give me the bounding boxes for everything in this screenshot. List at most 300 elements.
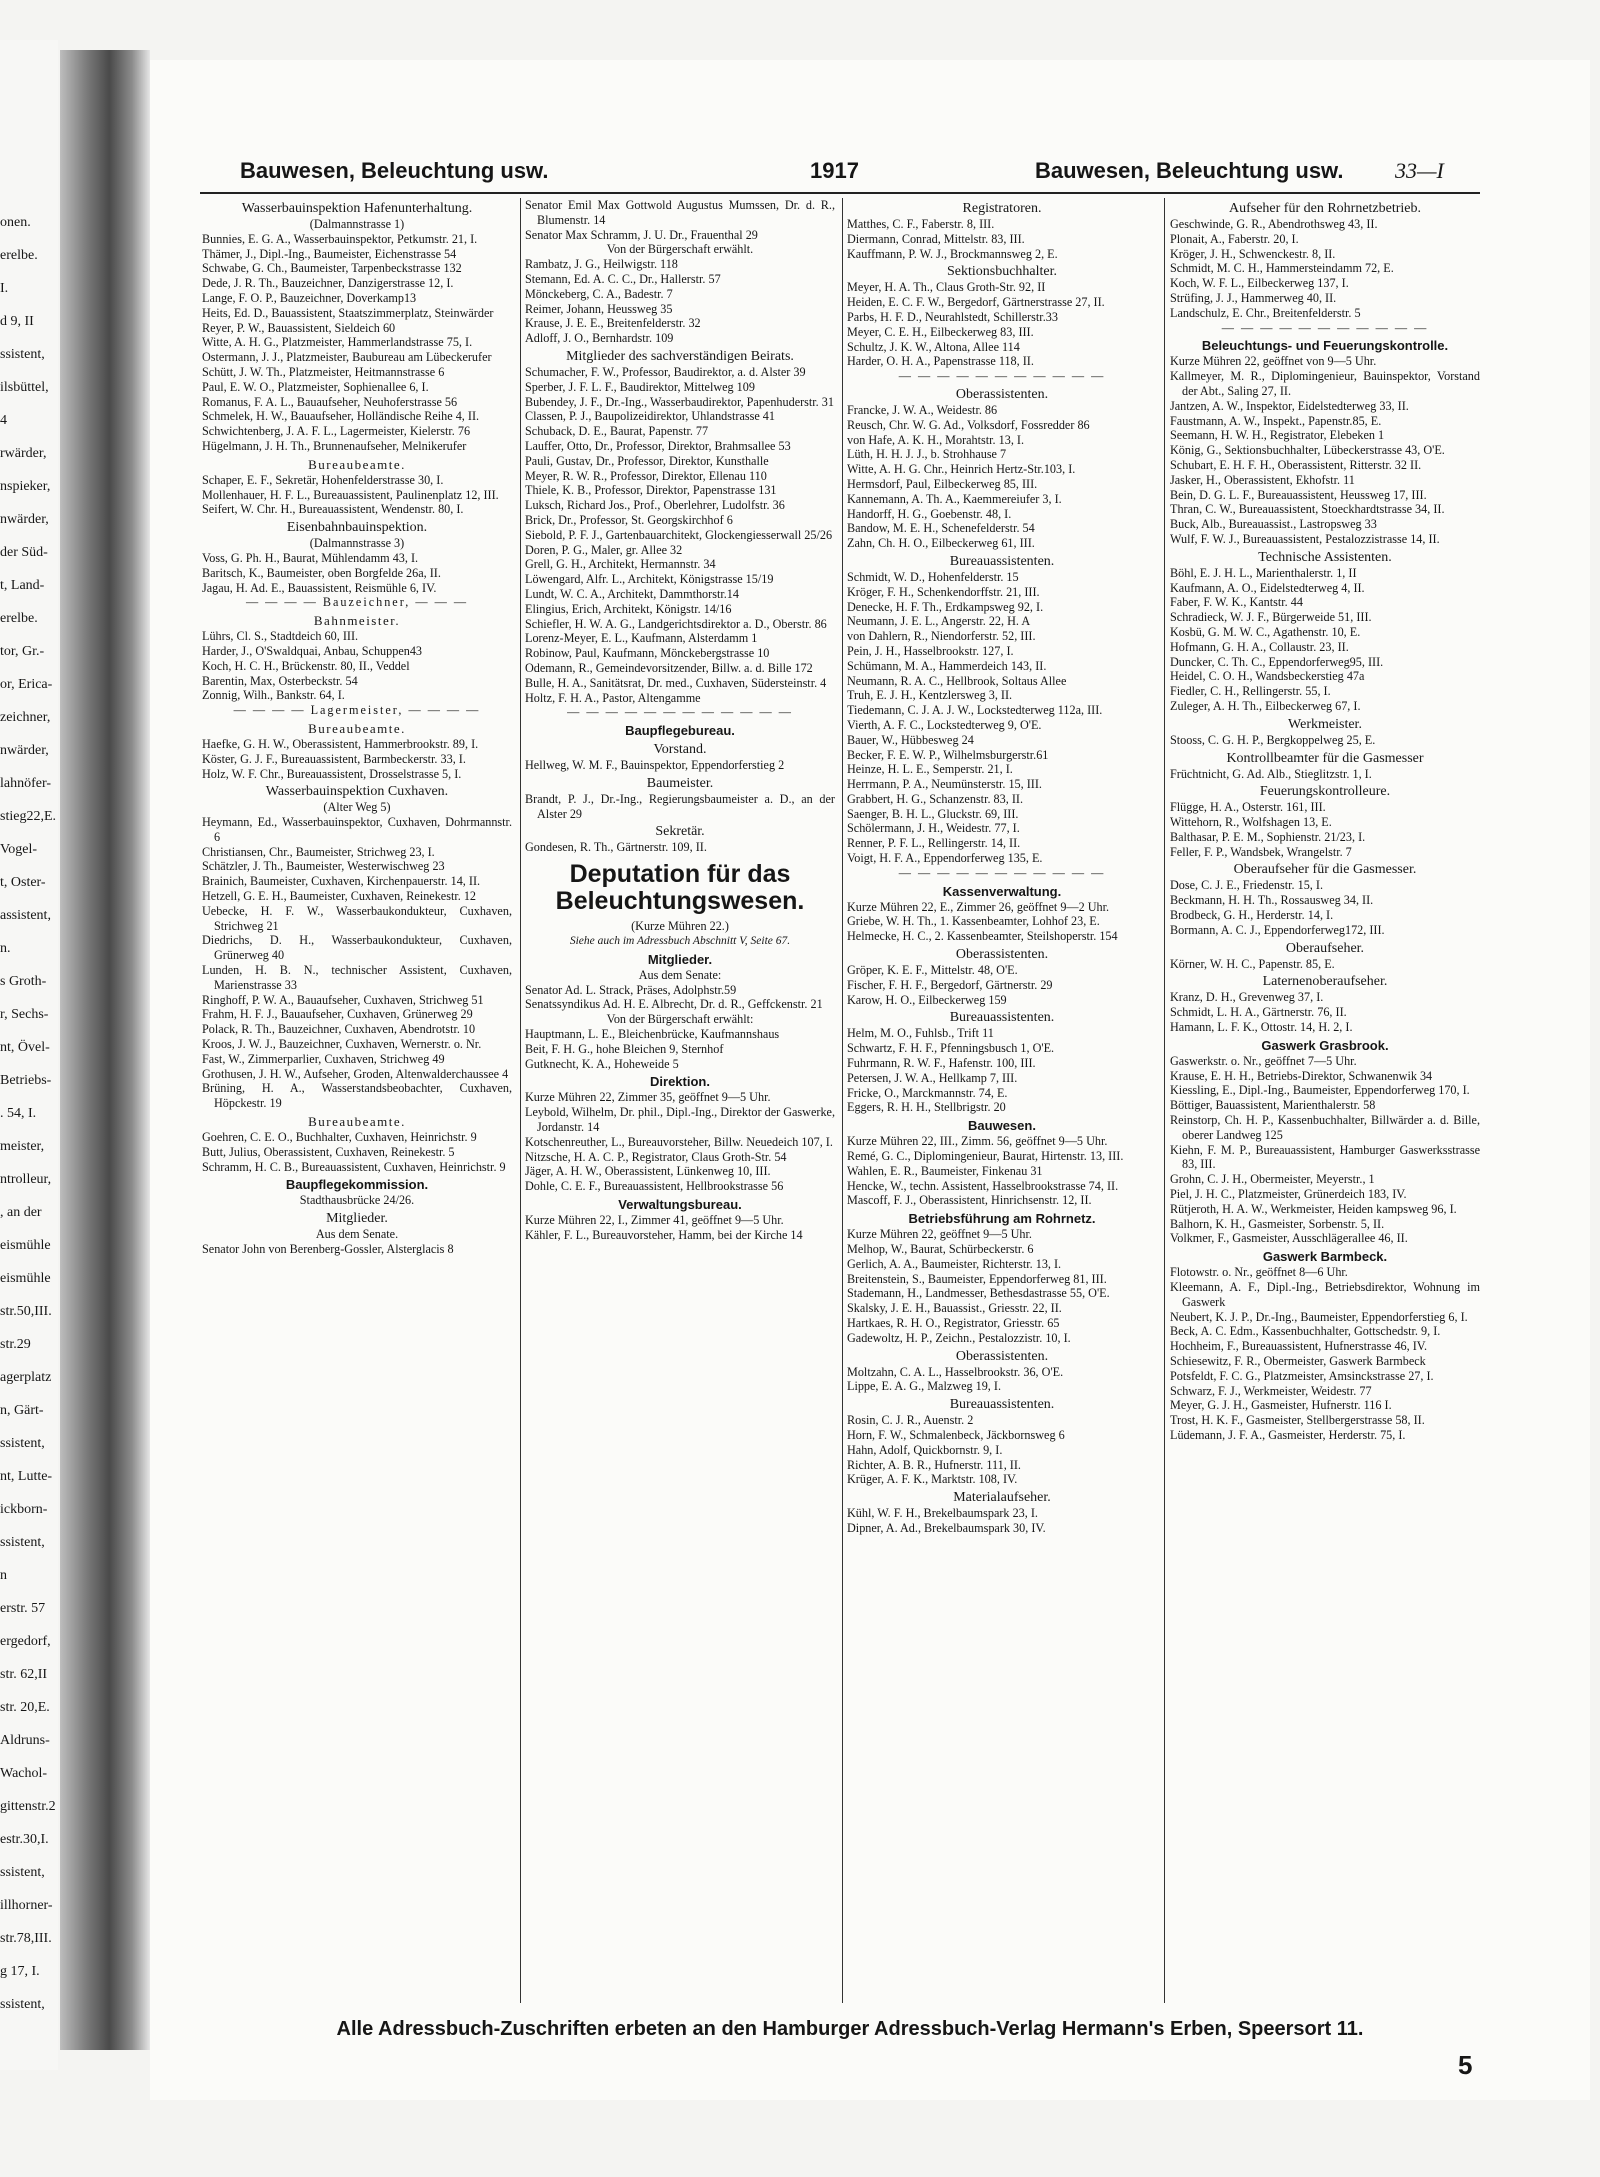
directory-entry: Gondesen, R. Th., Gärtnerstr. 109, II. bbox=[525, 840, 707, 855]
directory-entry: Meyer, C. E. H., Eilbeckerweg 83, III. bbox=[847, 324, 1034, 339]
directory-entry: Elingius, Erich, Architekt, Königstr. 14/16 bbox=[525, 601, 732, 616]
directory-entry: Meyer, G. J. H., Gasmeister, Hufnerstr. 116 I. bbox=[1170, 1398, 1392, 1413]
directory-entry: Kröger, J. H., Schwenckestr. 8, II. bbox=[1170, 246, 1336, 261]
section-heading: Mitglieder. bbox=[326, 1211, 388, 1227]
section-heading: Kontrollbeamter für die Gasmesser bbox=[1226, 750, 1424, 766]
directory-entry: Geschwinde, G. R., Abendrothsweg 43, II. bbox=[1170, 217, 1378, 231]
column-divider bbox=[520, 198, 521, 2003]
footer-notice: Alle Adressbuch-Zuschriften erbeten an den Hamburger Adressbuch-Verlag Hermann's Erben, Speersort 11. bbox=[336, 2018, 1364, 2040]
directory-entry: Bubendey, J. F., Dr.-Ing., Wasserbaudirektor, Papenhuderstr. 31 bbox=[525, 394, 834, 409]
section-heading: Technische Assistenten. bbox=[1258, 549, 1392, 565]
directory-entry: Harder, J., O'Swaldquai, Anbau, Schuppen43 bbox=[202, 643, 423, 658]
directory-entry: Kiehn, F. M. P., Bureauassistent, Hamburger Gaswerksstrasse 83, III. bbox=[1170, 1142, 1480, 1172]
directory-entry: Volkmer, F., Gasmeister, Ausschlägerallee 46, II. bbox=[1170, 1231, 1408, 1246]
directory-entry: Jagau, H. Ad. E., Bauassistent, Reismühle 6, IV. bbox=[202, 580, 437, 595]
directory-entry: Dohle, C. E. F., Bureauassistent, Hellbrookstrasse 56 bbox=[525, 1179, 784, 1194]
directory-entry: Schramm, H. C. B., Bureauassistent, Cuxhaven, Heinrichstr. 9 bbox=[202, 1159, 506, 1174]
directory-entry: Brodbeck, G. H., Herderstr. 14, I. bbox=[1170, 908, 1334, 923]
dash-separator: — — — — — — — — — — — bbox=[898, 369, 1106, 384]
margin-fragment: lahnöfer- bbox=[0, 776, 52, 791]
directory-entry: Neubert, K. J. P., Dr.-Ing., Baumeister, Eppendorferstieg 6, I. bbox=[1170, 1309, 1468, 1324]
directory-entry: Diermann, Conrad, Mittelstr. 83, III. bbox=[847, 231, 1025, 246]
directory-entry: Handorff, H. G., Goebenstr. 48, I. bbox=[847, 506, 1012, 521]
directory-entry: Gutknecht, K. A., Hoheweide 5 bbox=[525, 1056, 679, 1071]
directory-entry: Potsfeldt, F. C. G., Platzmeister, Amsinckstrasse 27, I. bbox=[1170, 1368, 1434, 1383]
directory-entry: Stemann, Ed. A. C. C., Dr., Hallerstr. 57 bbox=[525, 271, 721, 286]
margin-fragment: eismühle bbox=[0, 1271, 51, 1286]
directory-entry: Schütt, J. W. Th., Platzmeister, Heitmannstrasse 6 bbox=[202, 364, 445, 379]
directory-entry: Senatssyndikus Ad. H. E. Albrecht, Dr. d. R., Geffckenstr. 21 bbox=[525, 997, 823, 1012]
centered-note: (Dalmannstrasse 1) bbox=[309, 217, 405, 231]
directory-entry: Fuhrmann, R. W. F., Hafenstr. 100, III. bbox=[847, 1056, 1036, 1071]
directory-entry: Vierth, A. F. C., Lockstedterweg 9, O'E. bbox=[847, 717, 1042, 732]
section-heading: Laternenoberaufseher. bbox=[1262, 974, 1388, 990]
directory-entry: Kleemann, A. F., Dipl.-Ing., Betriebsdirektor, Wohnung im Gaswerk bbox=[1170, 1280, 1480, 1309]
directory-entry: Gadewoltz, H. P., Zeichn., Pestalozzistr. 10, I. bbox=[847, 1330, 1071, 1345]
directory-entry: Holtz, F. H. A., Pastor, Altengamme bbox=[525, 690, 701, 705]
directory-entry: Schaper, E. F., Sekretär, Hohenfelderstrasse 30, I. bbox=[202, 472, 444, 487]
dash-separator: — — — — Lagermeister, — — — — bbox=[233, 703, 481, 718]
directory-entry: Kiessling, E., Dipl.-Ing., Baumeister, Eppendorferweg 170, I. bbox=[1170, 1083, 1470, 1098]
left-page-margin bbox=[0, 40, 58, 2070]
directory-entry: Senator Ad. L. Strack, Präses, Adolphstr.59 bbox=[525, 982, 737, 997]
column-3 bbox=[847, 198, 1157, 2008]
margin-fragment: estr.30,I. bbox=[0, 1832, 49, 1847]
directory-entry: Kallmeyer, M. R., Diplomingenieur, Bauinspektor, Vorstand der Abt., Saling 27, II. bbox=[1170, 369, 1480, 398]
directory-entry: Kühl, W. F. H., Brekelbaumspark 23, I. bbox=[847, 1506, 1038, 1521]
directory-entry: Lorenz-Meyer, E. L., Kaufmann, Alsterdamm 1 bbox=[525, 631, 758, 646]
centered-note: (Dalmannstrasse 3) bbox=[309, 536, 405, 551]
directory-entry: Kannemann, A. Th. A., Kaemmereiufer 3, I. bbox=[847, 491, 1062, 506]
section-heading: Baupflegekommission. bbox=[285, 1177, 429, 1193]
header-rule bbox=[200, 192, 1480, 194]
margin-fragment: Wachol- bbox=[0, 1766, 48, 1781]
margin-fragment: ergedorf, bbox=[0, 1634, 51, 1649]
directory-entry: Mönckeberg, C. A., Badestr. 7 bbox=[525, 286, 673, 301]
directory-entry: Buck, Alb., Bureauassist., Lastropsweg 33 bbox=[1170, 517, 1377, 532]
directory-entry: Pein, J. H., Hasselbrookstr. 127, I. bbox=[847, 643, 1014, 658]
directory-entry: Thiele, K. B., Professor, Direktor, Papenstrasse 131 bbox=[525, 483, 777, 498]
directory-entry: Heymann, Ed., Wasserbauinspektor, Cuxhaven, Dohrmannstr. 6 bbox=[202, 815, 512, 844]
directory-entry: Schiefler, H. W. A. G., Landgerichtsdirektor a. D., Oberstr. 86 bbox=[525, 616, 827, 631]
directory-entry: Schwichtenberg, J. A. F. L., Lagermeister, Kielerstr. 76 bbox=[202, 424, 471, 439]
directory-entry: Hamann, L. F. K., Ottostr. 14, H. 2, I. bbox=[1170, 1020, 1353, 1035]
directory-entry: Beit, F. H. G., hohe Bleichen 9, Sternhof bbox=[525, 1041, 724, 1056]
directory-entry: Heiden, E. C. F. W., Bergedorf, Gärtnerstrasse 27, II. bbox=[847, 295, 1105, 310]
directory-entry: Jasker, H., Oberassistent, Ekhofstr. 11 bbox=[1170, 472, 1355, 487]
margin-fragment: . 54, I. bbox=[0, 1106, 37, 1121]
directory-entry: Baritsch, K., Baumeister, oben Borgfelde 26a, II. bbox=[202, 565, 441, 580]
directory-entry: Balthasar, P. E. M., Sophienstr. 21/23, I. bbox=[1170, 829, 1366, 844]
section-heading: Bauwesen. bbox=[968, 1118, 1036, 1134]
section-heading: Gaswerk Grasbrook. bbox=[1261, 1037, 1389, 1053]
column-1 bbox=[202, 198, 512, 2008]
margin-fragment: n, Gärt- bbox=[0, 1403, 44, 1418]
directory-entry: Rosin, C. J. R., Auenstr. 2 bbox=[847, 1413, 974, 1428]
directory-entry: Böhl, E. J. H. L., Marienthalerstr. 1, II bbox=[1170, 565, 1357, 580]
directory-entry: Romanus, F. A. L., Bauaufseher, Neuhoferstrasse 56 bbox=[202, 394, 458, 409]
directory-entry: Stademann, H., Landmesser, Bethesdastrasse 55, O'E. bbox=[847, 1286, 1110, 1301]
directory-entry: Krause, J. E. E., Breitenfelderstr. 32 bbox=[525, 316, 701, 331]
margin-fragment: ilsbüttel, bbox=[0, 380, 49, 395]
section-heading: Verwaltungsbureau. bbox=[618, 1197, 742, 1213]
directory-entry: Brainich, Baumeister, Cuxhaven, Kirchenpauerstr. 14, II. bbox=[202, 874, 481, 889]
margin-fragment: gittenstr.2 bbox=[0, 1799, 56, 1814]
directory-entry: Schmidt, M. C. H., Hammersteindamm 72, E. bbox=[1170, 261, 1394, 276]
margin-fragment: ntrolleur, bbox=[0, 1172, 52, 1187]
directory-entry: Doren, P. G., Maler, gr. Allee 32 bbox=[525, 542, 683, 557]
margin-fragment: or, Erica- bbox=[0, 677, 53, 692]
section-heading: Vorstand. bbox=[653, 742, 707, 758]
directory-entry: Lundt, W. C. A., Architekt, Dammthorstr.14 bbox=[525, 586, 739, 601]
directory-entry: Remé, G. C., Diplomingenieur, Baurat, Hirtenstr. 13, III. bbox=[847, 1149, 1124, 1164]
directory-entry: Diedrichs, D. H., Wasserbaukondukteur, Cuxhaven, Grünerweg 40 bbox=[202, 933, 512, 963]
directory-entry: Seifert, W. Chr. H., Bureauassistent, Wendenstr. 80, I. bbox=[202, 502, 464, 517]
directory-entry: Saenger, B. H. L., Gluckstr. 69, III. bbox=[847, 806, 1019, 821]
directory-entry: Reinstorp, Ch. H. P., Kassenbuchhalter, Billwärder a. d. Bille, oberer Landweg 125 bbox=[1170, 1113, 1480, 1142]
directory-entry: Böttiger, Bauassistent, Marienthalerstr. 58 bbox=[1170, 1098, 1376, 1113]
directory-entry: Rütjeroth, H. A. W., Werkmeister, Heiden kampsweg 96, I. bbox=[1170, 1201, 1457, 1216]
margin-fragment: agerplatz bbox=[0, 1370, 52, 1385]
section-heading: Oberassistenten. bbox=[955, 1348, 1049, 1364]
margin-fragment: nwärder, bbox=[0, 743, 49, 758]
directory-entry: Strüfing, J. J., Hammerweg 40, II. bbox=[1170, 290, 1337, 305]
margin-fragment: der Süd- bbox=[0, 545, 48, 560]
margin-fragment: str.29 bbox=[0, 1337, 31, 1352]
section-heading: Gaswerk Barmbeck. bbox=[1262, 1249, 1388, 1265]
directory-entry: Wulf, F. W. J., Bureauassistent, Pestalozzistrasse 14, II. bbox=[1170, 531, 1440, 546]
directory-entry: Renner, P. F. L., Rellingerstr. 14, II. bbox=[847, 836, 1021, 851]
section-heading: Kassenverwaltung. bbox=[942, 883, 1062, 899]
margin-fragment: n. bbox=[0, 941, 11, 956]
margin-fragment: eismühle bbox=[0, 1238, 51, 1253]
directory-entry: Gröper, K. E. F., Mittelstr. 48, O'E. bbox=[847, 963, 1018, 978]
section-heading: Wasserbauinspektion Hafenunterhaltung. bbox=[241, 201, 473, 216]
directory-entry: Reimer, Johann, Heussweg 35 bbox=[525, 301, 673, 316]
section-heading: Eisenbahnbauinspektion. bbox=[286, 520, 428, 536]
directory-entry: Früchtnicht, G. Ad. Alb., Stieglitzstr. 1, I. bbox=[1170, 766, 1372, 781]
directory-entry: Haefke, G. H. W., Oberassistent, Hammerbrookstr. 89, I. bbox=[202, 736, 479, 751]
margin-fragment: nt, Övel- bbox=[0, 1040, 50, 1055]
margin-fragment: s Groth- bbox=[0, 974, 47, 989]
margin-fragment: onen. bbox=[0, 215, 31, 230]
section-heading: Materialaufseher. bbox=[953, 1490, 1051, 1506]
section-heading: Oberaufseher für die Gasmesser. bbox=[1233, 862, 1417, 878]
directory-entry: Bein, D. G. L. F., Bureauassistent, Heussweg 17, III. bbox=[1170, 487, 1427, 502]
centered-note: Aus dem Senate: bbox=[638, 967, 722, 982]
margin-fragment: str.78,III. bbox=[0, 1931, 52, 1946]
directory-entry: Goehren, C. E. O., Buchhalter, Cuxhaven, Heinrichstr. 9 bbox=[202, 1130, 477, 1145]
directory-entry: Brick, Dr., Professor, St. Georgskirchhof 6 bbox=[525, 512, 733, 527]
directory-entry: Christiansen, Chr., Baumeister, Strichweg 23, I. bbox=[202, 844, 435, 859]
directory-entry: Balhorn, K. H., Gasmeister, Sorbenstr. 5, II. bbox=[1170, 1216, 1385, 1231]
directory-entry: Koch, H. C. H., Brückenstr. 80, II., Veddel bbox=[202, 658, 410, 673]
margin-fragment: erelbe. bbox=[0, 611, 38, 626]
directory-entry: Kurze Mühren 22, III., Zimm. 56, geöffnet 9—5 Uhr. bbox=[847, 1134, 1108, 1149]
directory-entry: Dipner, A. Ad., Brekelbaumspark 30, IV. bbox=[847, 1520, 1046, 1535]
directory-entry: Kaufmann, A. O., Eidelstedterweg 4, II. bbox=[1170, 580, 1365, 595]
directory-entry: Truh, E. J. H., Kentzlersweg 3, II. bbox=[847, 688, 1013, 703]
directory-entry: Trost, H. K. F., Gasmeister, Stellbergerstrasse 58, II. bbox=[1170, 1413, 1425, 1428]
directory-entry: Kröger, F. H., Schenkendorffstr. 21, III. bbox=[847, 584, 1040, 599]
directory-entry: Löwengard, Alfr. L., Architekt, Königstrasse 15/19 bbox=[525, 572, 774, 587]
directory-entry: Brandt, P. J., Dr.-Ing., Regierungsbaumeister a. D., an der Alster 29 bbox=[525, 791, 835, 821]
directory-entry: Lange, F. O. P., Bauzeichner, Doverkamp13 bbox=[202, 290, 417, 305]
directory-entry: Meyer, R. W. R., Professor, Direktor, Ellenau 110 bbox=[525, 468, 767, 483]
header-page-ref: 33—I bbox=[1395, 158, 1444, 183]
centered-note: Aus dem Senate. bbox=[315, 1227, 399, 1242]
directory-entry: Kurze Mühren 22, geöffnet 9—5 Uhr. bbox=[847, 1227, 1032, 1242]
dash-separator: — — — — — — — — — — — bbox=[1221, 320, 1429, 335]
directory-entry: Grohn, C. J. H., Obermeister, Meyerstr., 1 bbox=[1170, 1172, 1375, 1187]
margin-fragment: Vogel- bbox=[0, 842, 38, 857]
directory-entry: Bauer, W., Hübbesweg 24 bbox=[847, 732, 974, 747]
directory-entry: Breitenstein, S., Baumeister, Eppendorferweg 81, III. bbox=[847, 1271, 1107, 1286]
directory-entry: Hellweg, W. M. F., Bauinspektor, Eppendorferstieg 2 bbox=[525, 758, 785, 773]
directory-entry: Bandow, M. E. H., Schenefelderstr. 54 bbox=[847, 521, 1035, 536]
dash-separator: — — — — — — — — — — — bbox=[898, 865, 1106, 880]
margin-fragment: ssistent, bbox=[0, 1436, 45, 1451]
margin-fragment: nwärder, bbox=[0, 512, 49, 527]
directory-entry: Lunden, H. B. N., technischer Assistent, Cuxhaven, Marienstrasse 33 bbox=[202, 963, 512, 992]
directory-entry: Becker, F. E. W. P., Wilhelmsburgerstr.61 bbox=[847, 747, 1049, 762]
column-2 bbox=[525, 198, 835, 2008]
directory-entry: Seemann, H. W. H., Registrator, Elebeken 1 bbox=[1170, 428, 1385, 443]
directory-entry: Kurze Mühren 22, I., Zimmer 41, geöffnet 9—5 Uhr. bbox=[525, 1213, 784, 1228]
directory-entry: Frahm, H. F. J., Bauaufseher, Cuxhaven, Grünerweg 29 bbox=[202, 1007, 473, 1022]
directory-entry: Schubart, E. H. F. H., Oberassistent, Ritterstr. 32 II. bbox=[1170, 457, 1422, 472]
directory-entry: Mollenhauer, H. F. L., Bureauassistent, Paulinenplatz 12, III. bbox=[202, 487, 499, 502]
margin-fragment: I. bbox=[0, 281, 9, 296]
directory-entry: Mascoff, F. J., Oberassistent, Hinrichsenstr. 12, II. bbox=[847, 1193, 1092, 1208]
directory-entry: Nitzsche, H. A. C. P., Registrator, Claus Groth-Str. 54 bbox=[525, 1149, 787, 1164]
directory-entry: von Hafe, A. K. H., Morahtstr. 13, I. bbox=[847, 432, 1025, 447]
directory-entry: Witte, A. H. G., Platzmeister, Hammerlandstrasse 75, I. bbox=[202, 335, 473, 350]
directory-entry: Senator Max Schramm, J. U. Dr., Frauenthal 29 bbox=[525, 227, 758, 242]
directory-entry: Jäger, A. H. W., Oberassistent, Lünkenweg 10, III. bbox=[525, 1164, 771, 1179]
directory-entry: Hügelmann, J. H. Th., Brunnenaufseher, Melnikerufer bbox=[202, 438, 467, 453]
section-heading: Bahnmeister. bbox=[313, 613, 401, 629]
directory-entry: Kähler, F. L., Bureauvorsteher, Hamm, bei der Kirche 14 bbox=[525, 1227, 803, 1242]
directory-entry: Helmecke, H. C., 2. Kassenbeamter, Steilshoperstr. 154 bbox=[847, 929, 1118, 944]
directory-entry: Kurze Mühren 22, E., Zimmer 26, geöffnet 9—2 Uhr. bbox=[847, 899, 1110, 914]
directory-entry: Schmidt, W. D., Hohenfelderstr. 15 bbox=[847, 569, 1019, 584]
column-divider bbox=[1164, 198, 1165, 2003]
directory-entry: Bormann, A. C. J., Eppendorferweg172, III. bbox=[1170, 922, 1385, 937]
directory-entry: Hermsdorf, Paul, Eilbeckerweg 85, III. bbox=[847, 476, 1038, 491]
section-heading: Bureauassistenten. bbox=[949, 1397, 1055, 1413]
centered-note: Von der Bürgerschaft erwählt: bbox=[606, 1012, 754, 1027]
directory-entry: Köster, G. J. F., Bureauassistent, Barmbeckerstr. 33, I. bbox=[202, 751, 466, 766]
directory-entry: Kotschenreuther, L., Bureauvorsteher, Billw. Neuedeich 107, I. bbox=[525, 1134, 833, 1149]
directory-entry: Lüth, H. H. J. J., b. Strohhause 7 bbox=[847, 447, 1007, 462]
directory-entry: Denecke, H. F. Th., Erdkampsweg 92, I. bbox=[847, 599, 1044, 614]
directory-entry: Lüdemann, J. F. A., Gasmeister, Herderstr. 75, I. bbox=[1170, 1427, 1406, 1442]
directory-entry: Horn, F. W., Schmalenbeck, Jäckbornsweg 6 bbox=[847, 1427, 1065, 1442]
directory-entry: Hochheim, F., Bureauassistent, Hufnerstrasse 46, IV. bbox=[1170, 1339, 1428, 1354]
directory-entry: Wittehorn, R., Wolfshagen 13, E. bbox=[1170, 815, 1332, 830]
directory-entry: Gerlich, A. A., Baumeister, Richterstr. 13, I. bbox=[847, 1256, 1062, 1271]
directory-entry: Odemann, R., Gemeindevorsitzender, Billw. a. d. Bille 172 bbox=[525, 660, 813, 675]
directory-entry: Schradieck, W. J. F., Bürgerweide 51, III. bbox=[1170, 610, 1372, 625]
section-heading: Oberassistenten. bbox=[955, 947, 1049, 963]
directory-entry: Parbs, H. F. D., Neurahlstedt, Schillerstr.33 bbox=[847, 309, 1058, 324]
directory-entry: Faber, F. W. K., Kantstr. 44 bbox=[1170, 595, 1303, 610]
margin-fragment: Aldruns- bbox=[0, 1733, 50, 1748]
directory-entry: Moltzahn, C. A. L., Hasselbrookstr. 36, O'E. bbox=[847, 1364, 1064, 1379]
directory-entry: Feller, F. P., Wandsbek, Wrangelstr. 7 bbox=[1170, 844, 1352, 859]
directory-entry: Kauffmann, P. W. J., Brockmannsweg 2, E. bbox=[847, 246, 1058, 261]
directory-entry: Dede, J. R. Th., Bauzeichner, Danzigerstrasse 12, I. bbox=[202, 276, 454, 291]
directory-entry: König, G., Sektionsbuchhalter, Lübeckerstrasse 43, O'E. bbox=[1170, 443, 1445, 458]
directory-entry: Fast, W., Zimmerparlier, Cuxhaven, Strichweg 49 bbox=[202, 1051, 445, 1066]
centered-note: (Alter Weg 5) bbox=[323, 800, 391, 815]
directory-entry: Hahn, Adolf, Quickbornstr. 9, I. bbox=[847, 1442, 1003, 1457]
section-heading: Baupflegebureau. bbox=[625, 723, 735, 739]
directory-entry: Wahlen, E. R., Baumeister, Finkenau 31 bbox=[847, 1163, 1043, 1178]
directory-entry: Uebecke, H. F. W., Wasserbaukondukteur, Cuxhaven, Strichweg 21 bbox=[202, 903, 512, 933]
directory-entry: Krause, E. H. H., Betriebs-Direktor, Schwanenwik 34 bbox=[1170, 1068, 1433, 1083]
centered-note: Von der Bürgerschaft erwählt. bbox=[606, 242, 754, 257]
section-heading: Bureauassistenten. bbox=[949, 553, 1055, 569]
directory-entry: Leybold, Wilhelm, Dr. phil., Dipl.-Ing., Direktor der Gaswerke, Jordanstr. 14 bbox=[525, 1105, 835, 1135]
margin-fragment: t, Oster- bbox=[0, 875, 46, 890]
margin-fragment: erelbe. bbox=[0, 248, 38, 263]
margin-fragment: ickborn- bbox=[0, 1502, 48, 1517]
directory-entry: Gaswerkstr. o. Nr., geöffnet 7—5 Uhr. bbox=[1170, 1053, 1357, 1068]
directory-entry: Flotowstr. o. Nr., geöffnet 8—6 Uhr. bbox=[1170, 1265, 1348, 1280]
directory-entry: Eggers, R. H. H., Stellbrigstr. 20 bbox=[847, 1100, 1006, 1115]
section-heading: Oberassistenten. bbox=[955, 386, 1049, 402]
margin-fragment: ssistent, bbox=[0, 1997, 45, 2012]
centered-note: (Kurze Mühren 22.) bbox=[631, 919, 729, 934]
column-divider bbox=[842, 198, 843, 2003]
margin-fragment: illhorner- bbox=[0, 1898, 53, 1913]
margin-fragment: rwärder, bbox=[0, 446, 47, 461]
directory-entry: Schmidt, L. H. A., Gärtnerstr. 76, II. bbox=[1170, 1005, 1347, 1020]
directory-entry: Schümann, M. A., Hammerdeich 143, II. bbox=[847, 658, 1047, 673]
directory-entry: Sperber, J. F. L. F., Baudirektor, Mittelweg 109 bbox=[525, 379, 755, 394]
directory-entry: Landschulz, E. Chr., Breitenfelderstr. 5 bbox=[1170, 305, 1361, 320]
dash-separator: — — — — Bauzeichner, — — — bbox=[245, 595, 469, 610]
directory-entry: Beckmann, H. H. Th., Rossausweg 34, II. bbox=[1170, 893, 1374, 908]
directory-entry: Bunnies, E. G. A., Wasserbauinspektor, Petkumstr. 21, I. bbox=[202, 231, 478, 246]
section-heading: Direktion. bbox=[650, 1074, 710, 1090]
directory-entry: Rambatz, J. G., Heilwigstr. 118 bbox=[525, 257, 678, 272]
margin-fragment: 4 bbox=[0, 413, 7, 428]
margin-fragment: r, Sechs- bbox=[0, 1007, 49, 1022]
margin-fragment: Betriebs- bbox=[0, 1073, 52, 1088]
directory-entry: Herrmann, P. A., Neumünsterstr. 15, III. bbox=[847, 777, 1042, 792]
section-heading: Mitglieder. bbox=[647, 951, 713, 967]
section-heading: Feuerungskontrolleure. bbox=[1259, 784, 1391, 800]
directory-entry: Petersen, J. W. A., Hellkamp 7, III. bbox=[847, 1070, 1018, 1085]
directory-entry: Schiesewitz, F. R., Obermeister, Gaswerk Barmbeck bbox=[1170, 1354, 1426, 1368]
directory-entry: Schwarz, F. J., Werkmeister, Weidestr. 77 bbox=[1170, 1383, 1372, 1398]
margin-fragment: str.50,III. bbox=[0, 1304, 52, 1319]
directory-entry: Heits, Ed. D., Bauassistent, Staatszimmerplatz, Steinwärder bbox=[202, 305, 494, 320]
directory-entry: Kosbü, G. M. W. C., Agathenstr. 10, E. bbox=[1170, 624, 1361, 639]
directory-entry: Francke, J. W. A., Weidestr. 86 bbox=[847, 402, 998, 417]
directory-entry: Kroos, J. W. J., Bauzeichner, Cuxhaven, Wernerstr. o. Nr. bbox=[202, 1037, 482, 1052]
directory-entry: Zuleger, A. H. Th., Eilbeckerweg 67, I. bbox=[1170, 698, 1361, 713]
directory-entry: Körner, W. H. C., Papenstr. 85, E. bbox=[1170, 956, 1335, 971]
directory-entry: Stooss, C. G. H. P., Bergkoppelweg 25, E. bbox=[1170, 732, 1376, 747]
directory-entry: Schultz, J. K. W., Altona, Allee 114 bbox=[847, 339, 1020, 354]
directory-entry: Schätzler, J. Th., Baumeister, Westerwischweg 23 bbox=[202, 859, 445, 874]
directory-entry: Thran, C. W., Bureauassistent, Stoeckhardtstrasse 34, II. bbox=[1170, 502, 1445, 517]
directory-entry: Polack, R. Th., Bauzeichner, Cuxhaven, Abendrotstr. 10 bbox=[202, 1022, 476, 1037]
directory-entry: Krüger, A. F. K., Marktstr. 108, IV. bbox=[847, 1472, 1018, 1487]
section-heading: Mitglieder des sachverständigen Beirats. bbox=[566, 348, 794, 364]
directory-entry: Duncker, C. Th. C., Eppendorferweg95, III. bbox=[1170, 654, 1384, 669]
running-header bbox=[200, 150, 1480, 188]
directory-entry: Jantzen, A. W., Inspektor, Eidelstedterweg 33, II. bbox=[1170, 398, 1409, 413]
directory-entry: Robinow, Paul, Kaufmann, Mönckebergstrasse 10 bbox=[525, 646, 770, 661]
directory-entry: Grothusen, J. H. W., Aufseher, Groden, Altenwalderchaussee 4 bbox=[202, 1066, 509, 1081]
deputation-title: Deputation für das Beleuchtungswesen. bbox=[555, 860, 805, 916]
directory-entry: Brüning, H. A., Wasserstandsbeobachter, Cuxhaven, Höpckestr. 19 bbox=[202, 1081, 512, 1111]
section-heading: Bureaubeamte. bbox=[308, 720, 406, 736]
directory-entry: Voss, G. Ph. H., Baurat, Mühlendamm 43, I. bbox=[202, 550, 419, 565]
section-heading: Beleuchtungs- und Feuerungskontrolle. bbox=[1201, 338, 1449, 354]
directory-entry: Heidel, C. O. H., Wandsbeckerstieg 47a bbox=[1170, 669, 1365, 684]
column-4 bbox=[1170, 198, 1480, 2008]
directory-entry: Grabbert, H. G., Schanzenstr. 83, II. bbox=[847, 791, 1023, 806]
directory-entry: Meyer, H. A. Th., Claus Groth-Str. 92, II bbox=[847, 280, 1046, 295]
directory-entry: Neumann, J. E. L., Angerstr. 22, H. A bbox=[847, 614, 1031, 629]
directory-entry: Heinze, H. L. E., Semperstr. 21, I. bbox=[847, 762, 1013, 777]
directory-entry: Classen, P. J., Baupolizeidirektor, Uhlandstrasse 41 bbox=[525, 409, 775, 424]
margin-fragment: tor, Gr.- bbox=[0, 644, 45, 659]
margin-fragment: ssistent, bbox=[0, 347, 45, 362]
directory-entry: Melhop, W., Baurat, Schürbeckerstr. 6 bbox=[847, 1242, 1034, 1257]
directory-entry: Fischer, F. H. F., Bergedorf, Gärtnerstr. 29 bbox=[847, 977, 1053, 992]
margin-fragment: str. 20,E. bbox=[0, 1700, 50, 1715]
section-heading: Bureaubeamte. bbox=[308, 1114, 406, 1130]
directory-entry: Kranz, D. H., Grevenweg 37, I. bbox=[1170, 990, 1324, 1005]
directory-entry: Schuback, D. E., Baurat, Papenstr. 77 bbox=[525, 424, 709, 439]
directory-entry: Zonnig, Wilh., Bankstr. 64, I. bbox=[202, 688, 345, 703]
directory-entry: Barentin, Max, Osterbeckstr. 54 bbox=[202, 673, 358, 688]
directory-entry: Hetzell, G. E. H., Baumeister, Cuxhaven, Reinekestr. 12 bbox=[202, 889, 477, 904]
section-heading: Bureauassistenten. bbox=[949, 1010, 1055, 1026]
directory-entry: Fricke, O., Marckmannstr. 74, E. bbox=[847, 1085, 1008, 1100]
directory-entry: Senator Emil Max Gottwold Augustus Mumssen, Dr. d. R., Blumenstr. 14 bbox=[525, 198, 835, 227]
directory-entry: Matthes, C. F., Faberstr. 8, III. bbox=[847, 217, 995, 231]
directory-entry: Hencke, W., techn. Assistent, Hasselbrookstrasse 74, II. bbox=[847, 1178, 1119, 1193]
directory-entry: Holz, W. F. Chr., Bureauassistent, Drosselstrasse 5, I. bbox=[202, 766, 462, 781]
directory-entry: Kurze Mühren 22, geöffnet von 9—5 Uhr. bbox=[1170, 354, 1377, 369]
directory-entry: Butt, Julius, Oberassistent, Cuxhaven, Reinekestr. 5 bbox=[202, 1144, 455, 1159]
section-heading: Registratoren. bbox=[962, 201, 1042, 216]
directory-entry: Kurze Mühren 22, Zimmer 35, geöffnet 9—5 Uhr. bbox=[525, 1090, 771, 1105]
directory-entry: Schölermann, J. H., Weidestr. 77, I. bbox=[847, 821, 1020, 836]
directory-entry: Harder, O. H. A., Papenstrasse 118, II. bbox=[847, 354, 1034, 369]
directory-entry: Tiedemann, C. J. A. J. W., Lockstedterweg 112a, III. bbox=[847, 703, 1103, 718]
page-number: 5 bbox=[1458, 2050, 1473, 2080]
directory-entry: Lippe, E. A. G., Malzweg 19, I. bbox=[847, 1379, 1002, 1394]
section-heading: Oberaufseher. bbox=[1285, 940, 1365, 956]
directory-entry: Richter, A. B. R., Hufnerstr. 111, II. bbox=[847, 1457, 1021, 1472]
directory-entry: Paul, E. W. O., Platzmeister, Sophienallee 6, I. bbox=[202, 379, 429, 394]
margin-fragment: str. 62,II bbox=[0, 1667, 48, 1682]
directory-entry: Flügge, H. A., Osterstr. 161, III. bbox=[1170, 800, 1326, 815]
section-heading: Sekretär. bbox=[655, 824, 705, 840]
margin-fragment: n bbox=[0, 1568, 7, 1583]
directory-entry: Reusch, Chr. W. G. Ad., Volksdorf, Fossredder 86 bbox=[847, 417, 1090, 432]
margin-fragment: nspieker, bbox=[0, 479, 51, 494]
